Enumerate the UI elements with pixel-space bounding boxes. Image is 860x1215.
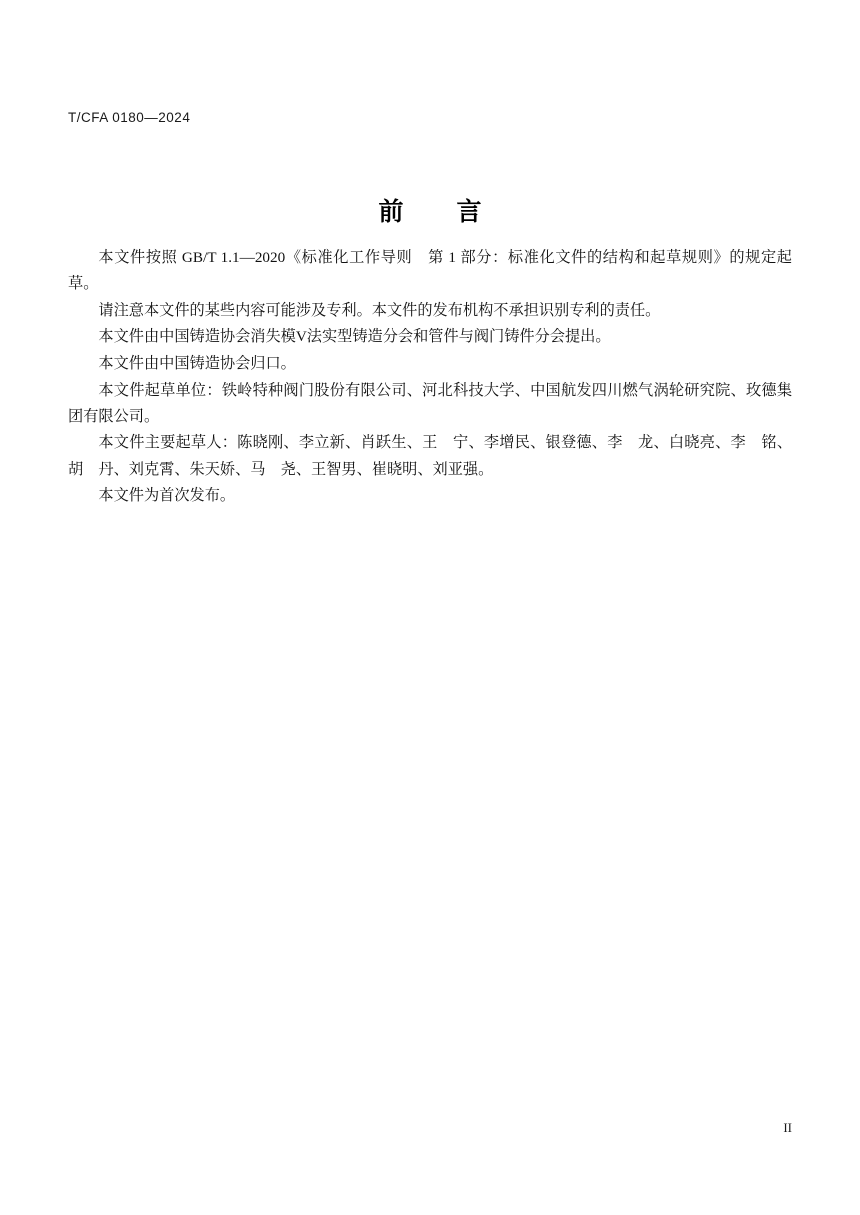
paragraph: 本文件为首次发布。 (98, 487, 236, 505)
page-number: II (783, 1120, 792, 1135)
foreword-body (68, 245, 792, 510)
paragraph: 本文件按照 GB/T 1.1—2020《标准化工作导则 第 1 部分：标准化文件的结构和起草规则》的规定起草。 (68, 249, 792, 293)
paragraph: 本文件由中国铸造协会消失模V法实型铸造分会和管件与阀门铸件分会提出。 (98, 328, 611, 346)
paragraph: 请注意本文件的某些内容可能涉及专利。本文件的发布机构不承担识别专利的责任。 (98, 301, 661, 319)
paragraph: 本文件起草单位：铁岭特种阀门股份有限公司、河北科技大学、中国航发四川燃气涡轮研究院、玫德集团有限公司。 (68, 381, 792, 425)
paragraph: 本文件主要起草人：陈晓刚、李立新、肖跃生、王 宁、李增民、银登德、李 龙、白晓亮、李 铭、胡 丹、刘克霄、朱天娇、马 尧、王智男、崔晓明、刘亚强。 (68, 434, 792, 478)
standard-code-header: T/CFA 0180—2024 (68, 110, 191, 125)
page-title: 前 言 (378, 199, 496, 226)
paragraph: 本文件由中国铸造协会归口。 (98, 355, 296, 373)
